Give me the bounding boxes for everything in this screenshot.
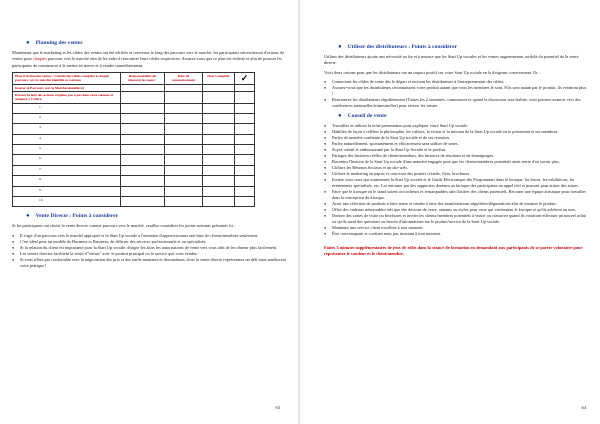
role-play-note: Faites 3 minutes supplémentaires de jeux de rôles dans la séance de formation en demandant aux participants de se porter volontaire pour représenter le vendeur et le client/membre. bbox=[324, 244, 583, 257]
sales-tips-heading: ● Conseil de vente bbox=[338, 112, 387, 119]
list-item: ● Rencontrez les distributeurs régulièrement (Toutes les 2 semaines, commencez et quand la discussion sera établie, vous pourrez avancer vers des conférences mensuelles/trimestrielles) pour réviser les ventes. bbox=[324, 97, 588, 109]
list-item: ● Si la relation du client est importante pour la Start Up sociale, dirigez-les alors les autorisations de vente vers vous afin de les obtenir plus facilement. bbox=[12, 245, 286, 251]
checkmark-icon: ✓ bbox=[235, 72, 255, 84]
table-row: 2. bbox=[13, 113, 121, 123]
distributors-list bbox=[324, 79, 588, 109]
list-item: ● Invitez vous ceux qui soutiennent la Start Up sociale et le Guide Electronique des Programmes dans le kiosque, les foires, les exhibitions, les événements spécialisés, etc. Les entourer par des supporters donnera au kiosque des participants un appel réel et pourrait pour attirer des autres. bbox=[324, 177, 588, 189]
actions-instruction-row: Dresser la liste des actions requises pas à pas dans cette colonne et assignez-y l'ordre. bbox=[13, 92, 121, 103]
direct-sales-intro: Si les participants ont choisi la vente directe comme parcours vers le marché, veuillez considérer les points suivants présentés ici : bbox=[12, 223, 236, 229]
table-row: 1. bbox=[13, 103, 121, 113]
list-item: ● Parlez de manière confiante de la Start Up sociale et de ses réussites. bbox=[324, 135, 588, 141]
table-row: 10. bbox=[13, 197, 121, 207]
list-item: ● Habillez de façon à refléter la philosophie, les valeurs, la vision et la mission de la Start Up sociale en la présentant et ses membres. bbox=[324, 129, 588, 135]
distributors-heading: ● Utiliser des distributeurs : Points à considérer bbox=[338, 44, 458, 50]
list-item: ● Utilisez le marketing en papier et concevez des posters créatifs, flyer, brochures. bbox=[324, 171, 588, 177]
sales-tips-list bbox=[324, 123, 588, 237]
list-item: ● Si vous n'êtes pas confortable avec la négociation des prix et des outils montants et descendants, alors la vente directe représentera un défi mais améliorera votre pratique ! bbox=[12, 257, 286, 269]
bullet-icon: ● bbox=[338, 112, 342, 119]
table-row: 5. bbox=[13, 145, 121, 155]
list-item: ● Racontez l'histoire de la Start Up sociale d'une manière engagée pour que les clients/membres potentiels aient envie d'en savoir plus. bbox=[324, 159, 588, 165]
col-start-date: Date de commencement bbox=[165, 72, 203, 84]
bullet-icon: ● bbox=[26, 213, 30, 220]
table-row: 8. bbox=[13, 176, 121, 186]
left-page bbox=[0, 0, 296, 424]
table-row: 3. bbox=[13, 124, 121, 134]
list-item: ● Utilisez les Réseaux Sociaux et un site web. bbox=[324, 165, 588, 171]
col-action-plan: Plan d'Action des ventes : Calculé des cibles complété à chaque parcours vers le marché identifié et convenu bbox=[13, 72, 121, 84]
list-item: ● Parlez naturellement, spontanément et efficacement sans utiliser de notes. bbox=[324, 141, 588, 147]
list-item: ● Être convainquant et confiant mais pas insistant à tout moment. bbox=[324, 231, 588, 237]
page-number: 63 bbox=[275, 405, 280, 410]
table-row: 4. bbox=[13, 134, 121, 144]
page-gutter bbox=[298, 0, 300, 424]
table-row: 6. bbox=[13, 155, 121, 165]
list-item: ● Faire que le kiosque où le stand soient accrocheurs et remarquables afin d'attirer des clients potentiels. Recruter une équipe artistique pour travailler dans la conception du kiosque. bbox=[324, 189, 588, 201]
bullet-icon: ● bbox=[338, 44, 342, 50]
planning-heading: ● Planning des ventes bbox=[26, 40, 83, 46]
direct-sales-list bbox=[12, 233, 286, 269]
list-item: ● Soyez créatif et enthousiasmé par la Start Up Sociale et le produit. bbox=[324, 147, 588, 153]
sales-action-table bbox=[12, 72, 255, 208]
list-item: ● Connectent les cibles de vente dès le départ et incitent les distributeurs à l'entrepreneuriat des cibles. bbox=[324, 79, 588, 85]
right-page bbox=[302, 0, 600, 424]
list-item: ● Donner des cartes de visite ou brochures et inviter les clients/membres potentiels à visiter ou contacter quand ils voudront effectuer un nouvel achat ou qu'ils aient des questions ou besoin d'informations sur le produit/service de la Start Up sociale. bbox=[324, 213, 588, 225]
route-to-market-row: Insérer le Parcours vers le Marché identifié ici bbox=[13, 84, 121, 91]
table-row: 7. bbox=[13, 165, 121, 175]
list-item: ● Avoir une sélection de produits à faire tester et vendre à faire des manifestations régulières/dégustations afin de montrer le produit. bbox=[324, 201, 588, 207]
col-responsibility: Responsabilité (de timeure) les noms : bbox=[121, 72, 165, 84]
list-item: ● Il s'agit d'un parcours vers le marché approprié si la Start Up sociale a l'intention d'approvisionner une base de clients/membres seulement. bbox=[12, 233, 286, 239]
distributors-intro: Utiliser des distributeurs ajoute une nécessité au fur et à mesure que les Start Up sociales et les ventes augmenteront au-delà du potentiel de la vente directe. bbox=[324, 54, 579, 66]
list-item: ● Maintenir une service client excellent à tout moment. bbox=[324, 225, 588, 231]
table-row: 9. bbox=[13, 186, 121, 196]
bullet-icon: ● bbox=[26, 40, 30, 46]
list-item: ● Offrir des cadeaux mémorables tels que des dessous de verre, aimants ou stylos pour ceux qui visiteraient le kiosque et qu'ils achètent ou non. bbox=[324, 207, 588, 213]
distributors-reasons: Voici deux raisons pour que les distributeurs ont un impact positif sur votre Start Up sociale en la dirigeant correctement. Ils : bbox=[324, 69, 540, 75]
list-item: ● Assurez-vous que les distributeurs reconnaissent votre produit autant que vous les membres le sont. S'ils sont autant par le produit, ils vendront plus ! bbox=[324, 85, 588, 97]
direct-sales-heading: ● Vente Directe : Points à considérer bbox=[26, 213, 119, 220]
list-item: ● C'est idéal pour un modèle de Business to Business, de délivrer des services professionnels et ou spécialisés. bbox=[12, 239, 286, 245]
list-item: ● Les ventes directes facilitent la vente d'"extras" avec le produit principal ou le service que vous vendez. bbox=[12, 251, 286, 257]
col-completed-date: Date Complété bbox=[203, 72, 235, 84]
page-number: 64 bbox=[581, 405, 586, 410]
list-item: ● Travaillez et utilisez la mini-présentation pour expliquer votre Start Up sociale. bbox=[324, 123, 588, 129]
list-item: ● Partagez des histoires réelles de clients/membres, des histoires de réactions et de témoignages. bbox=[324, 153, 588, 159]
planning-intro: Maintenant que le marketing et les cibles des ventes ont été vérifiés et convenus le long des parcours vers le marché, les participants nécessiteront d'actions de ventes pour chaques parcours vers le marché afin de les aider à rencontrer leurs cibles respectives. Assurez-vous que ce plan est réaliste et afin de pousser les participants de commencer à le mettre en œuvre et à vendre immédiatement. bbox=[12, 50, 285, 68]
